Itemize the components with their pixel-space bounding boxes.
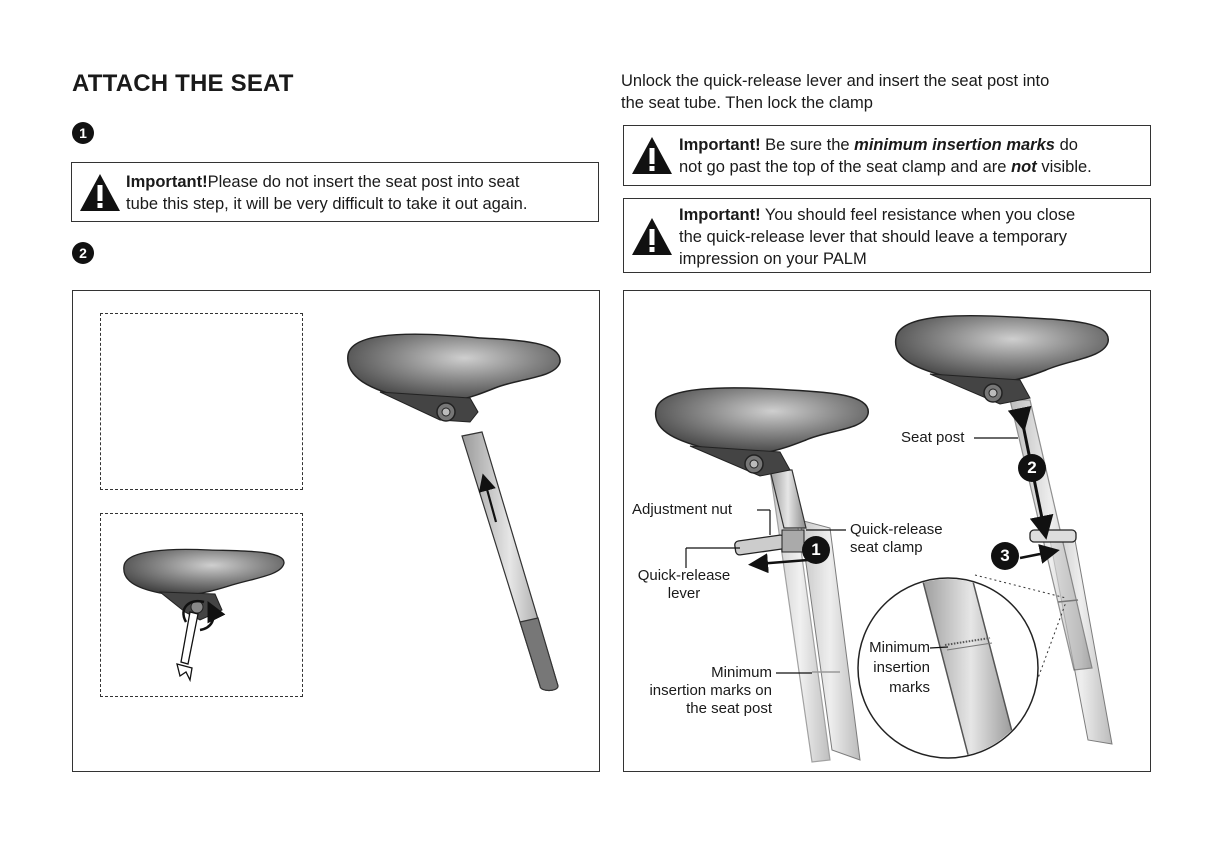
label-qr-clamp-2: seat clamp xyxy=(850,539,923,556)
label-qr-lever-2: lever xyxy=(667,585,701,602)
step-badge-2: 2 xyxy=(1018,454,1046,482)
warning-text: visible. xyxy=(1041,158,1092,176)
label-zoom-marks-2: insertion xyxy=(873,659,930,676)
label-seat-post: Seat post xyxy=(901,429,965,446)
label-zoom-marks-1: Minimum xyxy=(869,639,930,656)
instruction-line-1: Unlock the quick-release lever and insert the seat post into xyxy=(621,72,1050,90)
page-title: ATTACH THE SEAT xyxy=(72,70,294,97)
warning-text: Be sure the xyxy=(765,136,850,154)
warning-text: the quick-release lever that should leave a temporary xyxy=(679,228,1067,246)
warning-text-2: tube this step, it will be very difficult to take it out again. xyxy=(126,195,528,213)
step-badge-3: 3 xyxy=(991,542,1019,570)
seat-small-wrench xyxy=(124,549,284,680)
label-min-marks-1: Minimum xyxy=(711,664,772,681)
warning-label: Important! xyxy=(679,136,761,154)
warning-text: do xyxy=(1059,136,1078,154)
label-adjustment-nut: Adjustment nut xyxy=(632,501,733,518)
warning-text: Please do not insert the seat post into seat xyxy=(207,173,520,191)
warning-text: impression on your PALM xyxy=(679,250,867,268)
warning-emphasis: minimum insertion marks xyxy=(854,136,1055,154)
step-2-badge: 2 xyxy=(72,242,94,264)
step-1-badge: 1 xyxy=(72,122,94,144)
instruction-line-2: the seat tube. Then lock the clamp xyxy=(621,94,873,112)
warning-label: Important! xyxy=(126,173,208,191)
warning-emphasis: not xyxy=(1011,158,1037,176)
seat-post-left xyxy=(462,432,558,691)
warning-text: not go past the top of the seat clamp and are xyxy=(679,158,1007,176)
label-min-marks-2: insertion marks on xyxy=(649,682,772,699)
label-zoom-marks-3: marks xyxy=(889,679,930,696)
label-min-marks-3: the seat post xyxy=(686,700,772,717)
warning-text: You should feel resistance when you close xyxy=(764,206,1076,224)
step-badge-1: 1 xyxy=(802,536,830,564)
label-qr-lever-1: Quick-release xyxy=(637,567,731,584)
warning-label: Important! xyxy=(679,206,761,224)
seat-large-left xyxy=(348,334,560,422)
label-qr-clamp-1: Quick-release xyxy=(850,521,943,538)
